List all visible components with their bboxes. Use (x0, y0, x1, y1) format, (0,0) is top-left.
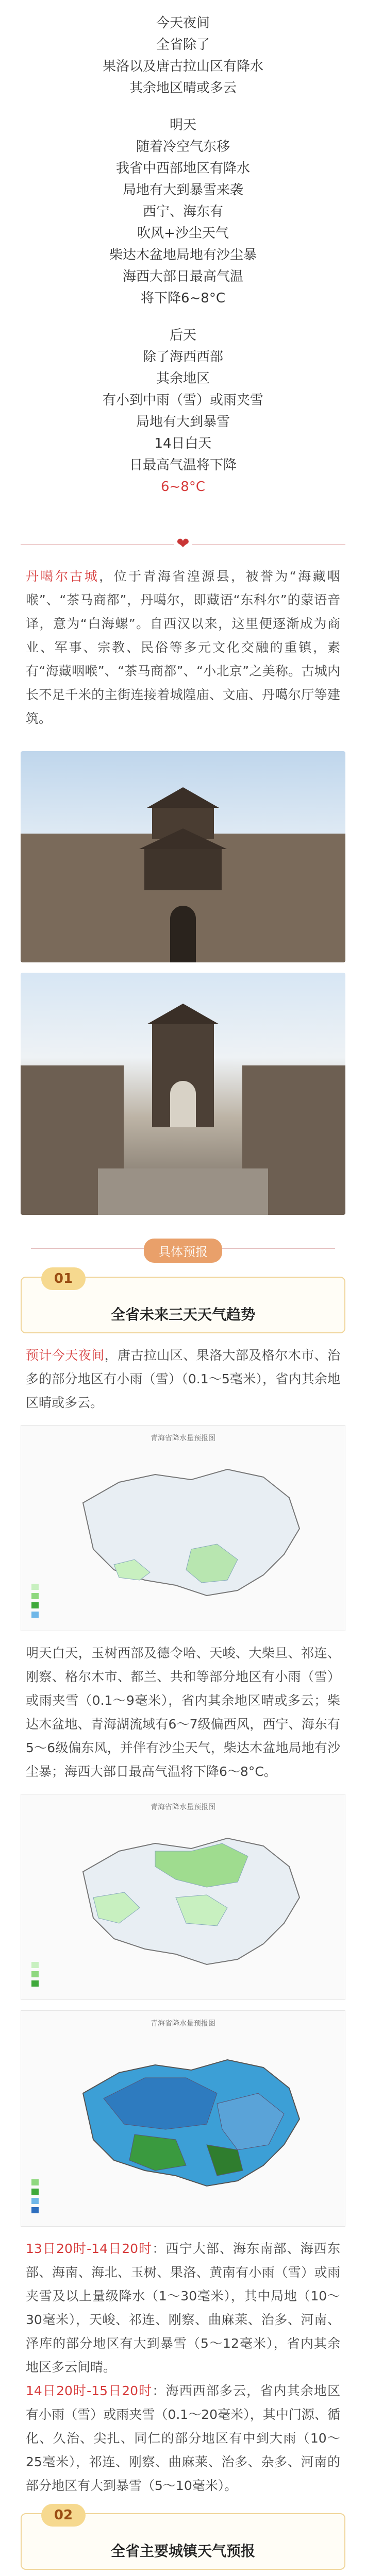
legend-swatch (31, 1980, 88, 1987)
stanza-line: 西宁、海东有 (142, 204, 223, 219)
map-legend (31, 1583, 88, 1620)
heart-icon: ❤ (174, 535, 192, 553)
stanza-line: 吹风+沙尘天气 (137, 226, 229, 241)
subsection-header-01 (21, 1271, 345, 1333)
stanza-line: 今天夜间 (156, 15, 210, 31)
section-title (0, 1235, 366, 1261)
legend-swatch (31, 1592, 88, 1600)
map-caption: 青海省降水量预报图 (151, 1803, 215, 1811)
stanza-line: 日最高气温将下降 (129, 457, 237, 473)
forecast-time-label: 14日20时-15日20时 (26, 2383, 153, 2398)
heart-divider (21, 529, 345, 560)
stanza-line: 除了海西西部 (142, 349, 223, 365)
stanza-tonight (0, 12, 366, 99)
forecast-14-15 (0, 2379, 366, 2498)
street-gate-arch (170, 1081, 196, 1127)
stanza-line: 其余地区 (156, 371, 210, 386)
stanza-line: 果洛以及唐古拉山区有降水 (102, 59, 263, 74)
legend-swatch (31, 1611, 88, 1618)
stanza-line: 局地有大到暴雪 (136, 414, 230, 430)
map-legend (31, 1961, 88, 1989)
stanza-line: 有小到中雨（雪）或雨夹雪 (102, 393, 263, 408)
stanza-line: 我省中西部地区有降水 (115, 161, 250, 176)
stanza-line: 柴达木盆地局地有沙尘暴 (109, 247, 257, 263)
stanza-line: 海西大部日最高气温 (122, 269, 243, 284)
stanza-line: 后天 (169, 328, 196, 343)
precip-map-tomorrow (21, 1794, 345, 2000)
subsection-number: 02 (41, 2504, 86, 2527)
temperature-drop-highlight: 6~8°C (160, 479, 206, 495)
forecast-tomorrow (0, 1641, 366, 1784)
street-road (98, 1168, 268, 1215)
stanza-line: 局地有大到暴雪来袭 (122, 182, 243, 198)
legend-swatch (31, 1602, 88, 1609)
section-title-label: 具体预报 (144, 1239, 222, 1263)
precip-map-day-after (21, 2010, 345, 2227)
forecast-time-label: 预计今天夜间 (26, 1348, 105, 1363)
stanza-line: 将下降6~8°C (140, 291, 226, 306)
stanza-line: 明天 (169, 117, 196, 133)
stanza-line: 随着冷空气东移 (136, 139, 230, 155)
gate-arch (170, 906, 196, 962)
article-lead: 丹噶尔古城 (26, 569, 99, 584)
legend-swatch (31, 1583, 88, 1590)
stanza-tomorrow (0, 114, 366, 309)
tower-roof-lower (139, 828, 227, 849)
stanza-day-after (0, 325, 366, 498)
legend-swatch (31, 2179, 88, 2186)
photo-old-street (21, 973, 345, 1215)
map-caption: 青海省降水量预报图 (151, 1434, 215, 1443)
article-body: ，位于青海省湟源县，被誉为“海藏咽喉”、“茶马商都”，丹噶尔，即藏语“东科尔”的蒙语音译，意为“白海螺”。自西汉以来，这里便逐渐成为商业、军事、宗教、民俗等多元文化交融的重镇，素有“海藏咽喉”、“茶马商都”、“小北京”之美称。古城内长不足千米的主街连接着城隍庙、文庙、丹噶尔厅等建筑。 (26, 569, 340, 726)
forecast-time-label: 13日20时-14日20时 (26, 2241, 153, 2256)
stanza-line: 14日白天 (154, 436, 212, 451)
subsection-number: 01 (41, 1267, 86, 1290)
legend-swatch (31, 2197, 88, 2205)
legend-swatch (31, 1961, 88, 1969)
street-gate-roof (147, 1004, 219, 1024)
photo-gate-tower (21, 751, 345, 962)
stanza-line: 全省除了 (156, 37, 210, 53)
legend-swatch (31, 2188, 88, 2195)
subsection-title: 全省主要城镇天气预报 (110, 2543, 255, 2560)
legend-swatch (31, 2207, 88, 2214)
tower-roof-top (147, 787, 219, 808)
tower-body-lower (144, 849, 222, 890)
stanza-line: 其余地区晴或多云 (129, 80, 237, 96)
subsection-title: 全省未来三天天气趋势 (110, 1306, 255, 1323)
forecast-13-14 (0, 2237, 366, 2379)
forecast-body: ，唐古拉山区、果洛大部及格尔木市、治多的部分地区有小雨（雪）（0.1～5毫米），省内其余地区晴或多云。 (26, 1348, 340, 1410)
legend-swatch (31, 1971, 88, 1978)
precip-map-tonight (21, 1425, 345, 1631)
forecast-tonight (0, 1344, 366, 1415)
forecast-body: ：海西西部多云，省内其余地区有小雨（雪）或雨夹雪（0.1～20毫米），其中门源、循化、久治、尖扎、同仁的部分地区有中到大雨（10～25毫米），祁连、刚察、曲麻莱、治多、杂多、河南的部分地区有大到暴雪（5～10毫米）。 (26, 2383, 340, 2493)
intro-poem (0, 0, 366, 523)
danggaer-article (0, 565, 366, 741)
forecast-body: ：西宁大部、海东南部、海西东部、海南、海北、玉树、果洛、黄南有小雨（雪）或雨夹雪及以上量级降水（1～30毫米），其中局地（10～30毫米），天峻、祁连、刚察、曲麻莱、治多、河南、泽库的部分地区有大到暴雪（5～12毫米），省内其余地区多云间晴。 (26, 2241, 340, 2375)
forecast-body: 明天白天，玉树西部及德令哈、天峻、大柴旦、祁连、刚察、格尔木市、都兰、共和等部分地区有小雨（雪）或雨夹雪（0.1～9毫米），省内其余地区晴或多云；柴达木盆地、青海湖流域有6～7级偏西风，西宁、海东有5～6级偏东风，并伴有沙尘天气，柴达木盆地局地有沙尘暴；海西大部日最高气温将下降6～8°C。 (26, 1646, 340, 1779)
map-caption: 青海省降水量预报图 (151, 2020, 215, 2028)
subsection-header-02 (21, 2507, 345, 2570)
map-legend (31, 2179, 88, 2216)
